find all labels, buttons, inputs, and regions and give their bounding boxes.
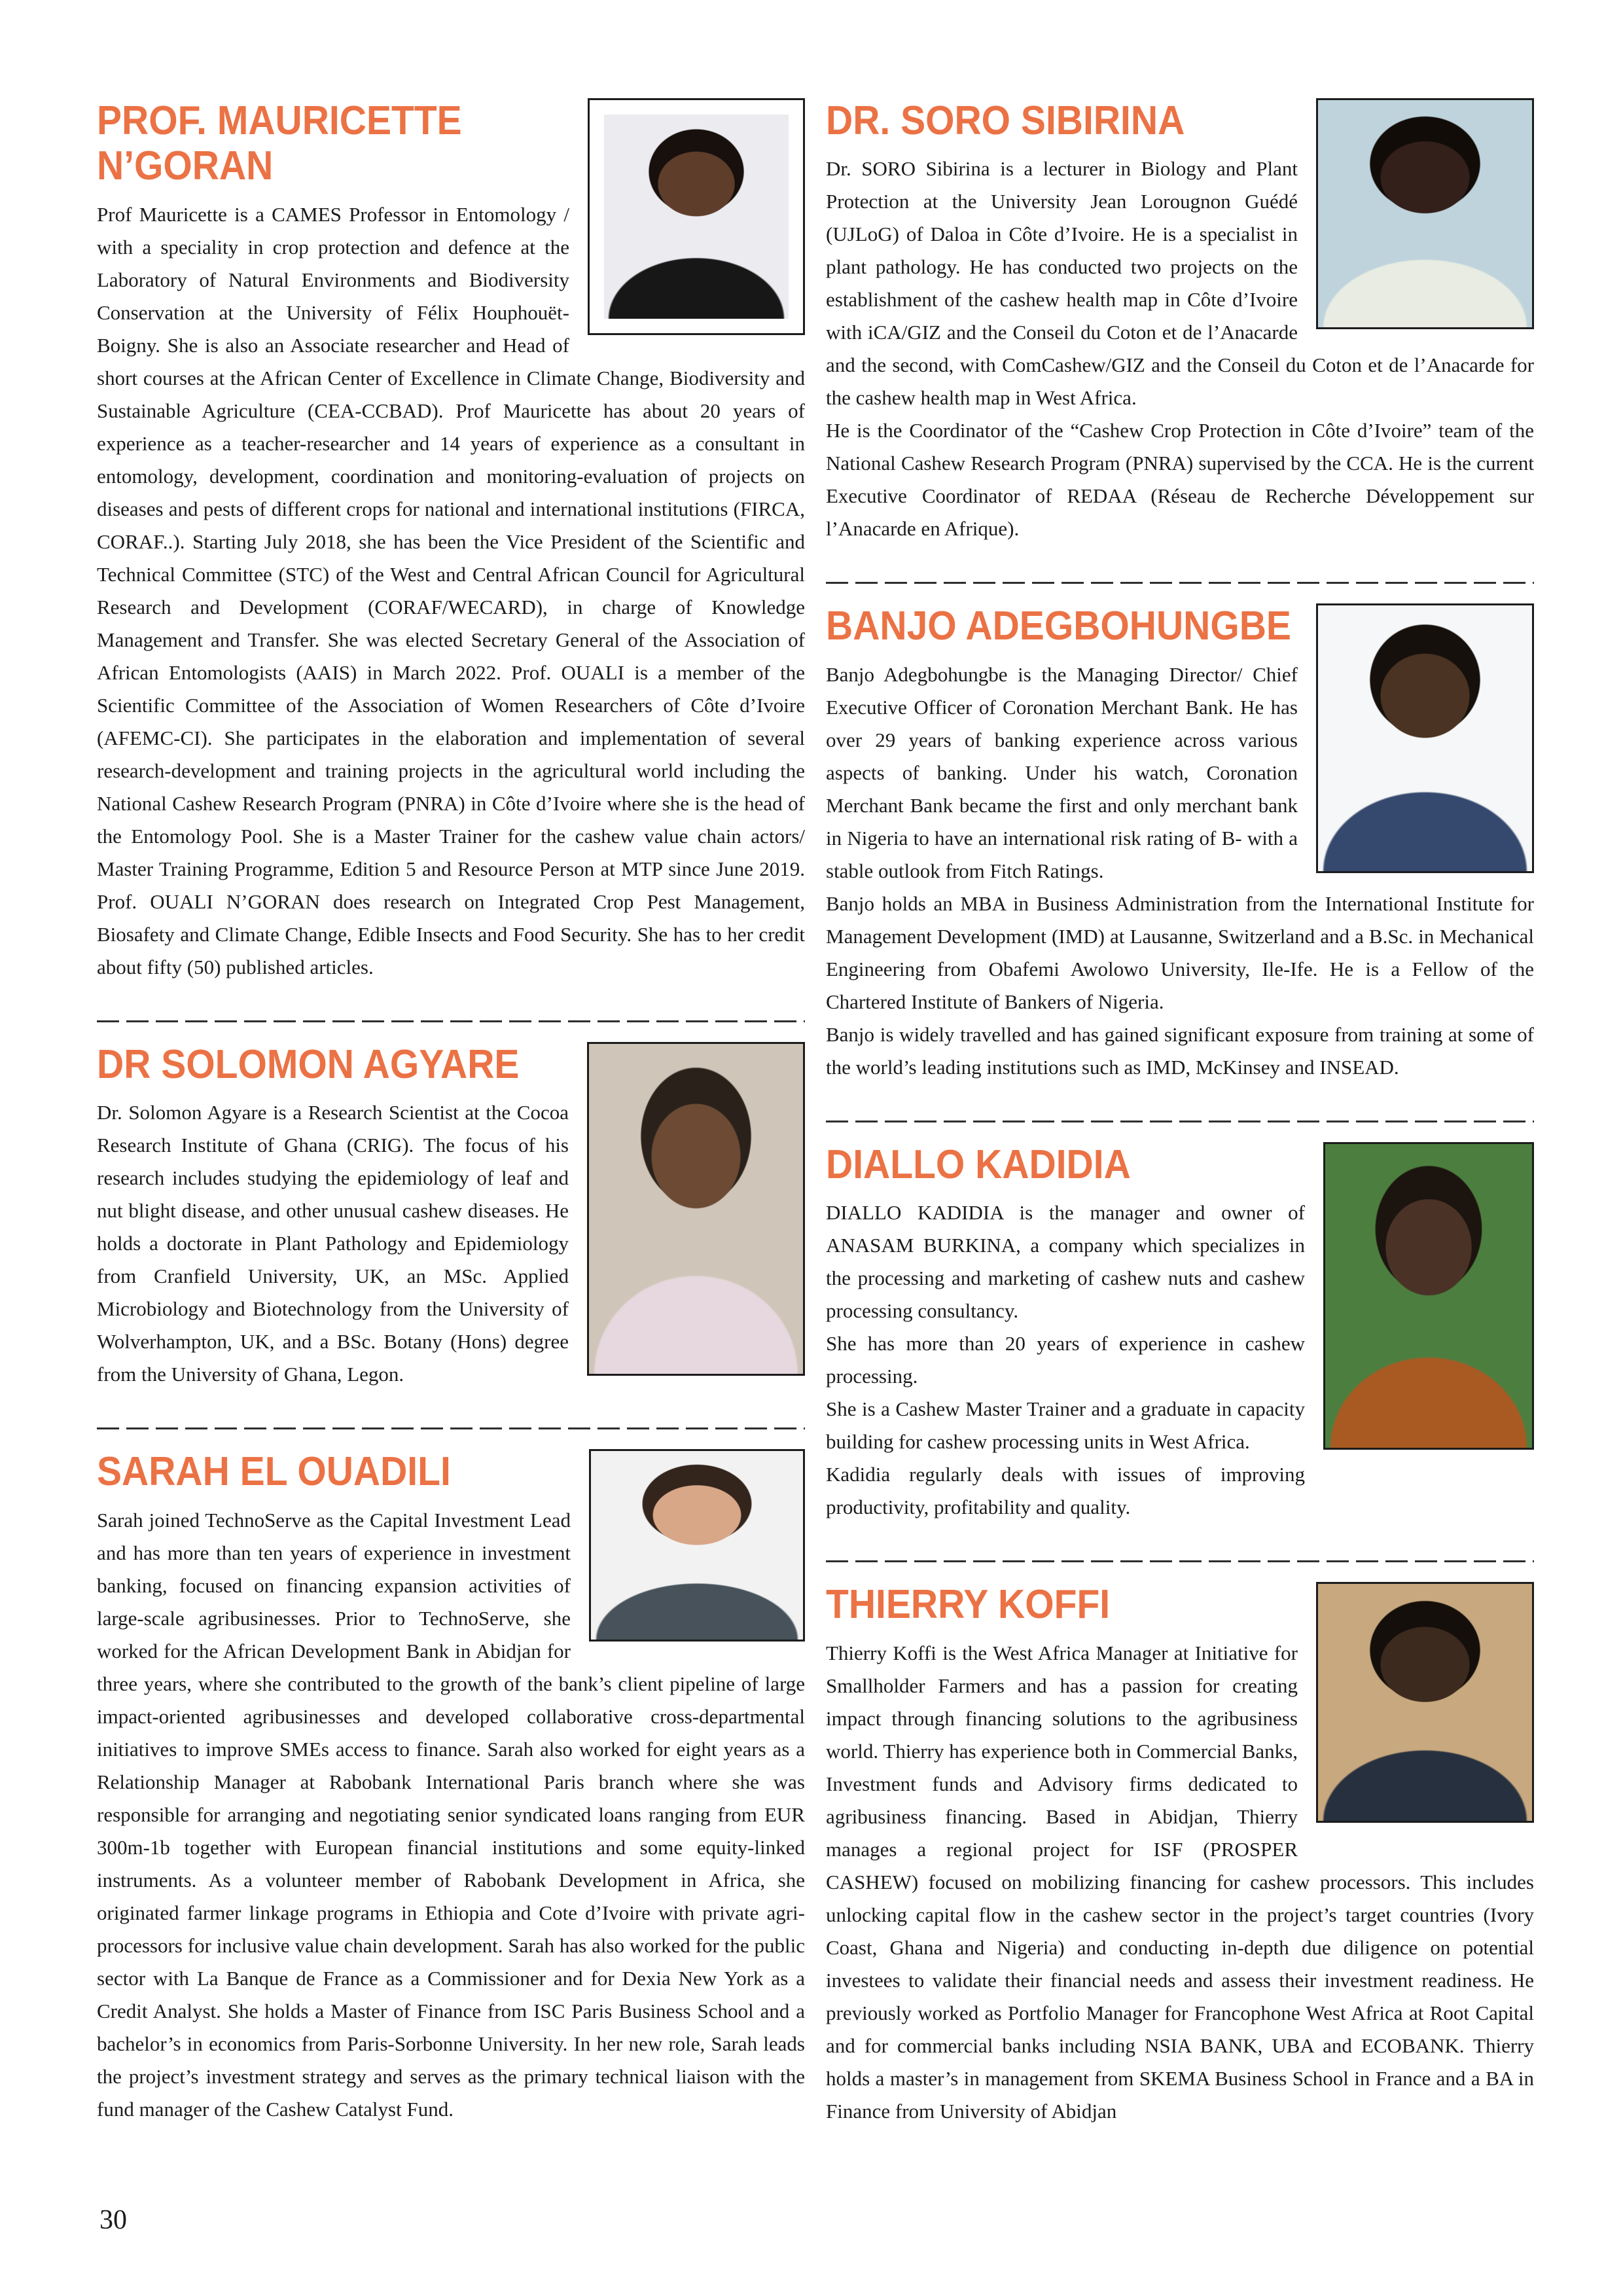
bio-text-diallo-1: DIALLO KADIDIA is the manager and owner of ANASAM BURKINA, a company which specializes in the processing and marketing of cashew nuts and cashew processing consultancy. [826, 1201, 1305, 1323]
solomon-photo [587, 1042, 805, 1376]
bio-text-diallo-4: Kadidia regularly deals with issues of improving productivity, profitability and quality. [826, 1463, 1305, 1519]
bio-text-banjo-3: Banjo is widely travelled and has gained significant exposure from training at some of the world’s leading institutions such as IMD, McKinsey and INSEAD. [826, 1022, 1534, 1079]
section-divider [826, 1121, 1534, 1122]
heading-line-2: N’GORAN [97, 143, 274, 189]
bio-text-diallo-3: She is a Cashew Master Trainer and a graduate in capacity building for cashew processing units in West Africa. [826, 1397, 1305, 1454]
bio-text-banjo-2: Banjo holds an MBA in Business Administration from the International Institute for Management Development (IMD) at Lausanne, Switzerland and a B.Sc. in Mechanical Engineering from Obafemi Awolowo University, Ile-Ife. He is a Fellow of the Chartered Institute of Bankers of Nigeria. [826, 891, 1534, 1013]
bio-heading-thierry: THIERRY KOFFI [826, 1582, 1111, 1628]
bio-section-sarah [97, 1449, 805, 2125]
bio-text-thierry: Thierry Koffi is the West Africa Manager at Initiative for Smallholder Farmers and has a passion for creating impact through financing solutions to the agribusiness world. Thierry has experience both in Commercial Banks, Investment funds and Advisory firms dedicated to agribusiness financing. Based in Abidjan, Thierry manages a regional project for ISF (PROSPER CASHEW) focused on mobilizing financing for cashew processors. This includes unlocking capital flow in the cashew sector in the project’s target countries (Ivory Coast, Ghana and Nigeria) and conducting in-depth due diligence on potential investees to validate their financial needs and assess their investment readiness. He previously worked as Portfolio Manager for Francophone West Africa at Root Capital and for commercial banks including NSIA BANK, UBA and ECOBANK. Thierry holds a master’s in management from SKEMA Business School in France and a BA in Finance from University of Abidjan [826, 1641, 1534, 2123]
bio-text-sarah: Sarah joined TechnoServe as the Capital Investment Lead and has more than ten years of experience in investment banking, focused on financing expansion activities of large-scale agribusinesses. Prior to TechnoServe, she worked for the African Development Bank in Abidjan for three years, where she contributed to the growth of the bank’s client pipeline of large impact-oriented agribusinesses and developed collaborative cross-departmental initiatives to improve SMEs access to finance. Sarah also worked for eight years as a Relationship Manager at Rabobank International Paris branch where she was responsible for arranging and negotiating senior syndicated loans ranging from EUR 300m-1b together with European financial institutions and some equity-linked instruments. As a volunteer member of Rabobank Development in Africa, she originated farmer linkage programs in Ethiopia and Cote d’Ivoire with private agri-processors for inclusive value chain development. Sarah has also worked for the public sector with La Banque de France as a Commissioner and for Dexia New York as a Credit Analyst. She holds a Master of Finance from ISC Paris Business School and a bachelor’s in economics from Paris-Sorbonne University. In her new role, Sarah leads the project’s investment strategy and serves as the primary technical liaison with the fund manager of the Cashew Catalyst Fund. [97, 1508, 805, 2121]
bio-section-thierry [826, 1582, 1534, 2127]
bio-text-soro-1: Dr. SORO Sibirina is a lecturer in Biology and Plant Protection at the University Jean Lorougnon Guédé (UJLoG) of Daloa in Côte d’Ivoire. He is a specialist in plant pathology. He has conducted two projects on the establishment of the cashew health map in Côte d’Ivoire with iCA/GIZ and the Conseil du Coton et de l’Anacarde and the second, with ComCashew/GIZ and the Conseil du Coton et de l’Anacarde for the cashew health map in West Africa. [826, 157, 1534, 410]
bio-text-diallo-2: She has more than 20 years of experience in cashew processing. [826, 1332, 1305, 1388]
bio-heading-solomon: DR SOLOMON AGYARE [97, 1041, 520, 1087]
heading-line-1: PROF. MAURICETTE [97, 98, 462, 143]
solomon-portrait-photo [589, 1044, 803, 1374]
bio-section-soro [826, 98, 1534, 545]
diallo-photo [1323, 1142, 1534, 1450]
section-divider [826, 1560, 1534, 1562]
bio-heading-soro: DR. SORO SIBIRINA [826, 98, 1185, 143]
section-divider [97, 1020, 805, 1022]
right-column [826, 98, 1534, 2128]
bio-text-solomon: Dr. Solomon Agyare is a Research Scientist at the Cocoa Research Institute of Ghana (CRIG). The focus of his research includes studying the epidemiology of leaf and nut blight disease, and other unusual cashew diseases. He holds a doctorate in Plant Pathology and Epidemiology from Cranfield University, UK, an MSc. Applied Microbiology and Biotechnology from the University of Wolverhampton, UK, and a BSc. Botany (Hons) degree from the University of Ghana, Legon. [97, 1101, 569, 1386]
bio-heading-banjo: BANJO ADEGBOHUNGBE [826, 603, 1291, 649]
bio-heading-mauricette [97, 98, 748, 189]
bio-section-banjo [826, 603, 1534, 1083]
bio-heading-sarah: SARAH EL OUADILI [97, 1449, 451, 1495]
bio-heading-diallo: DIALLO KADIDIA [826, 1141, 1131, 1187]
bio-text-mauricette: Prof Mauricette is a CAMES Professor in Entomology / with a speciality in crop protection and defence at the Laboratory of Natural Environments and Biodiversity Conservation at the University of Félix Houphouët-Boigny. She is also an Associate researcher and Head of short courses at the African Center of Excellence in Climate Change, Biodiversity and Sustainable Agriculture (CEA-CCBAD). Prof Mauricette has about 20 years of experience as a teacher-researcher and 14 years of experience as a consultant in entomology, development, coordination and monitoring-evaluation of projects on diseases and pests of different crops for national and international institutions (FIRCA, CORAF..). Starting July 2018, she has been the Vice President of the Scientific and Technical Committee (STC) of the West and Central African Council for Agricultural Research and Development (CORAF/WECARD), in charge of Knowledge Management and Transfer. She was elected Secretary General of the Association of African Entomologists (AAIS) in March 2022. Prof. OUALI is a member of the Scientific Committee of the Association of Women Researchers of Côte d’Ivoire (AFEMC-CI). She participates in the elaboration and implementation of several research-development and training projects in the agricultural world including the National Cashew Research Program (PNRA) in Côte d’Ivoire where she is the head of the Entomology Pool. She is a Master Trainer for the cashew value chain actors/ Master Training Programme, Edition 5 and Resource Person at MTP since June 2019. Prof. OUALI N’GORAN does research on Integrated Crop Pest Management, Biosafety and Climate Change, Edible Insects and Food Security. She has to her credit about fifty (50) published articles. [97, 202, 805, 978]
left-column [97, 98, 805, 2126]
bio-text-banjo-1: Banjo Adegbohungbe is the Managing Director/ Chief Executive Officer of Coronation Merchant Bank. He has over 29 years of banking experience across various aspects of banking. Under his watch, Coronation Merchant Bank became the first and only merchant bank in Nigeria to have an international risk rating of B- with a stable outlook from Fitch Ratings. [826, 662, 1298, 882]
bio-text-soro-2: He is the Coordinator of the “Cashew Crop Protection in Côte d’Ivoire” team of the National Cashew Research Program (PNRA) supervised by the CCA. He is the current Executive Coordinator of REDAA (Réseau de Recherche Développement sur l’Anacarde en Afrique). [826, 419, 1534, 541]
diallo-portrait-photo [1325, 1144, 1532, 1448]
section-divider [826, 582, 1534, 584]
bio-section-solomon [97, 1042, 805, 1391]
page-number: 30 [99, 2205, 127, 2235]
section-divider [97, 1427, 805, 1429]
bio-section-mauricette [97, 98, 805, 984]
bio-section-diallo [826, 1142, 1534, 1524]
